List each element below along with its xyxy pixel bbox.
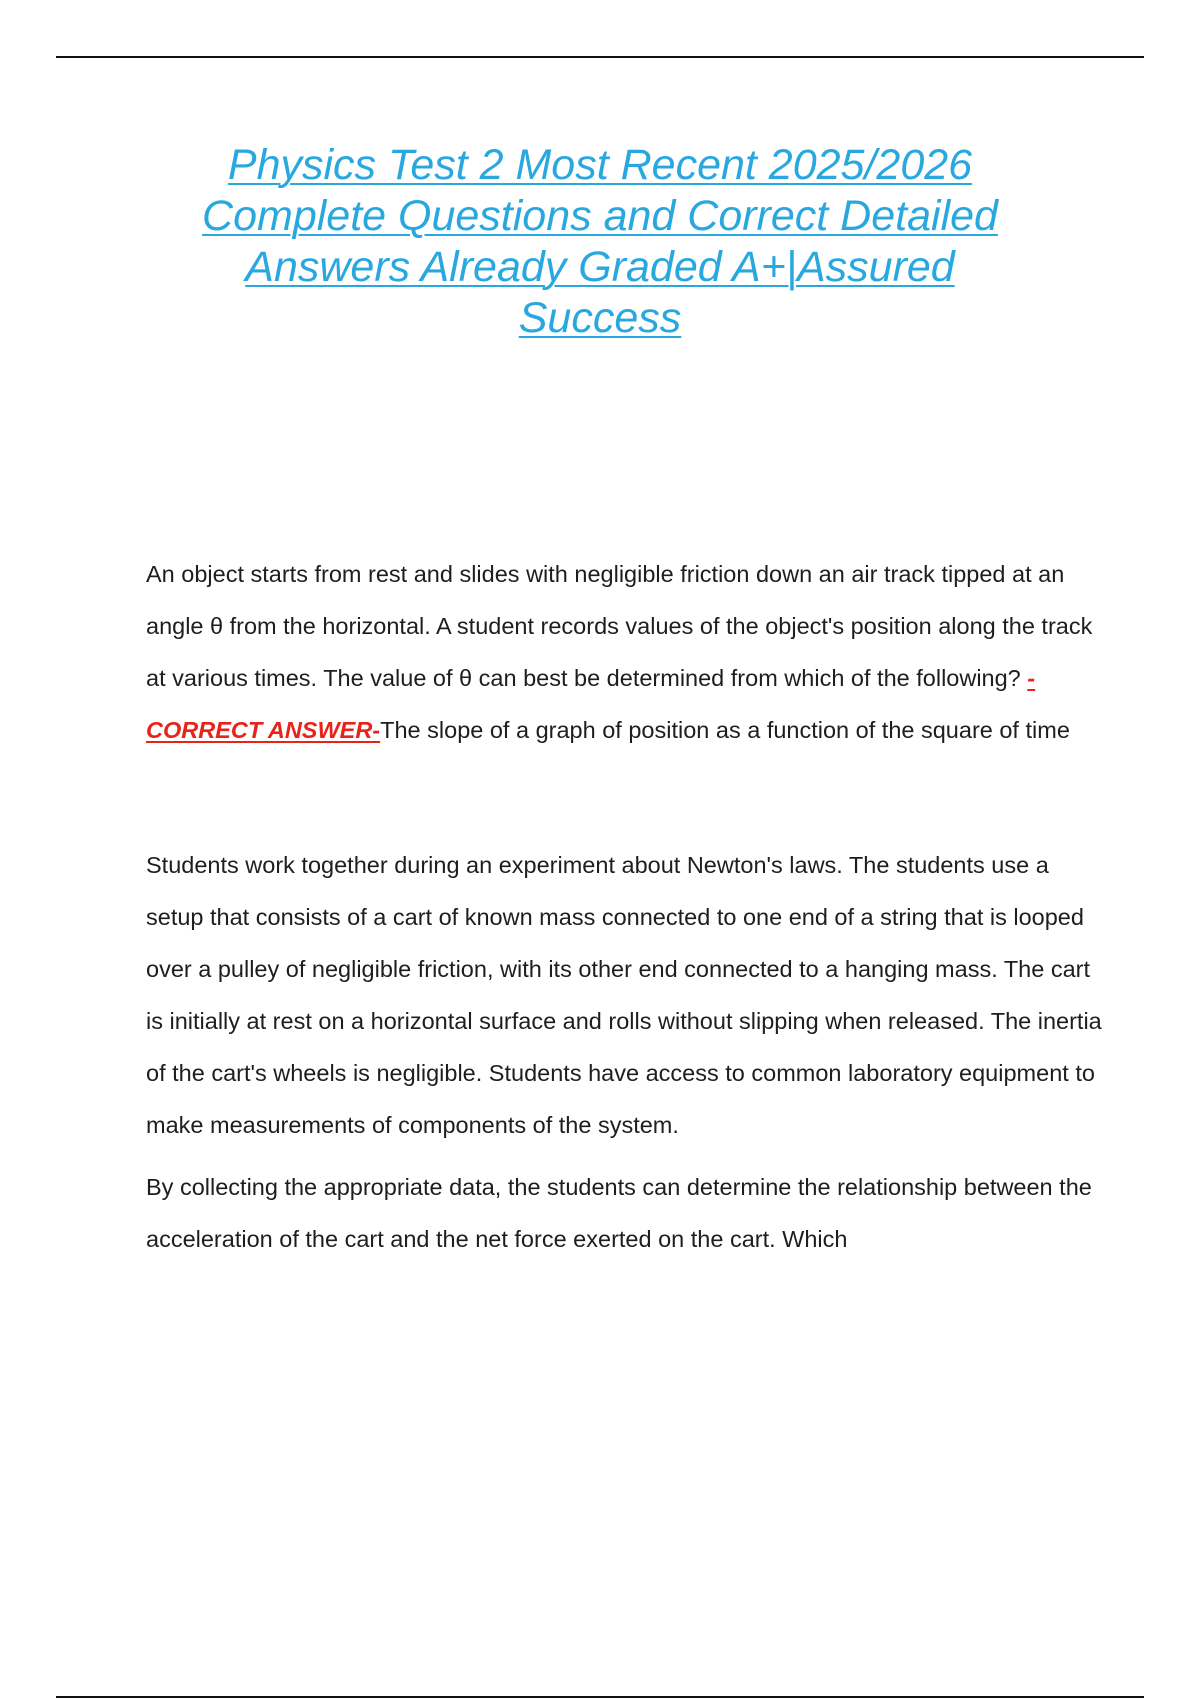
title-line-1: Physics Test 2 Most Recent 2025/2026 [227, 141, 973, 189]
question-1-answer: The slope of a graph of position as a function of the square of time [380, 717, 1070, 743]
question-1-text: An object starts from rest and slides with negligible friction down an air track tipped at an angle θ from the horizontal. A student records values of the object's position along the track at various times. The value of θ can best be determined from which of the following? [146, 561, 1093, 691]
question-2-paragraph-2: By collecting the appropriate data, the students can determine the relationship between the acceleration of the cart and the net force exerted on the cart. Which [146, 1174, 1092, 1252]
document-body [146, 548, 1106, 1265]
question-2-paragraph-1: Students work together during an experiment about Newton's laws. The students use a setup that consists of a cart of known mass connected to one end of a string that is looped over a pulley of negligible friction, with its other end connected to a hanging mass. The cart is initially at rest on a horizontal surface and rolls without slipping when released. The inertia of the cart's wheels is negligible. Students have access to common laboratory equipment to make measurements of components of the system. [146, 852, 1102, 1138]
title-line-3: Answers Already Graded A+|Assured [245, 243, 955, 291]
title-line-4: Success [518, 294, 682, 342]
title-line-2: Complete Questions and Correct Detailed [202, 192, 998, 240]
question-1 [146, 548, 1106, 756]
correct-answer-marker: - CORRECT ANSWER- [146, 665, 1036, 743]
top-divider [56, 56, 1144, 58]
bottom-divider [56, 1696, 1144, 1698]
document-title [150, 140, 1050, 344]
